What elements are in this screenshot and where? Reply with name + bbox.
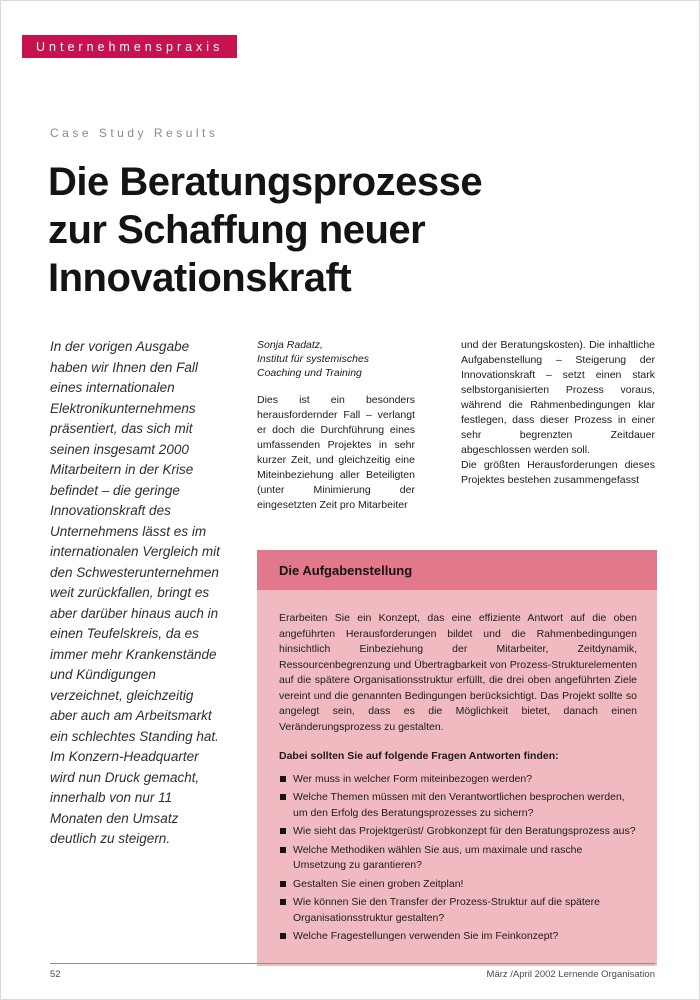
author-affiliation: Institut für systemisches Coaching und Training [257, 353, 370, 379]
issue-info: März /April 2002 Lernende Organisation [486, 969, 655, 980]
task-paragraph: Erarbeiten Sie ein Konzept, das eine effiziente Antwort auf die oben angeführten Herausforderungen bildet und die Rahmenbedingungen hinsichtlich Einbeziehung der Mitarbeiter, Zeitdynamik, Ressourcenbegrenzung und Übertragbarkeit von Prozess-Strukturelementen auf die spätere Organisationsstruktur erfüllt, die drei oben angeführten Ziele vereint und die genannten Bedingungen berücksichtigt. Das Projekt sollte so angelegt sein, dass es die Möglichkeit bietet, danach einen Veränderungsprozess zu gestalten. [279, 612, 637, 733]
middle-paragraph: Dies ist ein besonders herausfordernder Fall – verlangt er doch die Durchführung eines umfassenden Projektes in sehr kurzer Zeit, und gleichzeitig eine Miteinbeziehung aller Beteiligten (unter Minimierung der eingesetzten Zeit pro Mitarbeiter [257, 394, 415, 511]
right-paragraph-1: und der Beratungskosten). Die inhaltliche Aufgabenstellung – Steigerung der Innovationskraft – setzt einen stark selbstorganisierten Prozess voraus, während die Rahmenbedingungen klar festlegen, dass dieser Prozess in einer sehr begrenzten Zeitdauer abgeschlossen werden soll. [461, 339, 655, 456]
question-text: Welche Methodiken wählen Sie aus, um maximale und rasche Umsetzung zu garantieren? [293, 843, 583, 871]
task-box-body [257, 590, 657, 966]
question-text: Wie können Sie den Transfer der Prozess-Struktur auf die spätere Organisationsstruktur gestalten? [293, 896, 600, 924]
question-text: Welche Themen müssen mit den Verantwortlichen besprochen werden, um den Erfolg des Beratungsprozesses zu sichern? [293, 791, 625, 819]
question-item [279, 929, 637, 945]
section-banner-label: Unternehmenspraxis [36, 39, 224, 54]
bullet-square-icon [280, 899, 286, 905]
section-banner [22, 35, 237, 58]
question-item [279, 824, 637, 840]
question-text: Wie sieht das Projektgerüst/ Grobkonzept für den Beratungsprozess aus? [293, 825, 636, 837]
intro-text: In der vorigen Ausgabe haben wir Ihnen den Fall eines internationalen Elektronikunternehmens präsentiert, das sich mit seinen insgesamt 2000 Mitarbeitern in der Krise befindet – die geringe Innovationskraft des Unternehmens lässt es im internationalen Vergleich mit den Schwesterunternehmen weit zurückfallen, bringt es aber darüber hinaus auch in einen Teufelskreis, da es immer mehr Krankenstände und Kündigungen verzeichnet, gleichzeitig aber auch am Arbeitsmarkt ein schlechtes Standing hat. Im Konzern-Headquarter wird nun Druck gemacht, innerhalb von nur 11 Monaten den Umsatz deutlich zu steigern. [50, 339, 220, 846]
bullet-square-icon [280, 847, 286, 853]
task-box [257, 550, 657, 966]
headline-line-1: Die Beratungsprozesse [48, 160, 483, 204]
headline-line-2: zur Schaffung neuer [48, 208, 426, 252]
question-item [279, 895, 637, 926]
question-item [279, 772, 637, 788]
question-text: Wer muss in welcher Form miteinbezogen werden? [293, 772, 533, 785]
questions-list [279, 772, 637, 945]
task-box-header [257, 550, 657, 590]
middle-column [257, 338, 415, 513]
footer-rule [50, 963, 655, 964]
intro-column [50, 337, 220, 850]
question-text: Welche Fragestellungen verwenden Sie im Feinkonzept? [293, 930, 559, 942]
author-name: Sonja Radatz, [257, 339, 323, 351]
kicker: Case Study Results [50, 126, 219, 140]
bullet-square-icon [280, 776, 286, 782]
right-paragraph-2: Die größten Herausforderungen dieses Projektes bestehen zusammengefasst [461, 459, 655, 486]
author-block [257, 338, 415, 380]
bullet-square-icon [280, 794, 286, 800]
bullet-square-icon [280, 881, 286, 887]
article-headline [48, 158, 648, 302]
question-item [279, 877, 637, 893]
questions-heading: Dabei sollten Sie auf folgende Fragen Antworten finden: [279, 750, 559, 762]
question-text: Gestalten Sie einen groben Zeitplan! [293, 877, 464, 890]
task-box-title: Die Aufgabenstellung [279, 562, 413, 578]
bullet-square-icon [280, 828, 286, 834]
bullet-square-icon [280, 933, 286, 939]
right-column [461, 338, 655, 488]
headline-line-3: Innovationskraft [48, 256, 352, 300]
question-item [279, 790, 637, 821]
question-item [279, 843, 637, 874]
footer [50, 969, 655, 980]
page-number: 52 [50, 969, 61, 980]
